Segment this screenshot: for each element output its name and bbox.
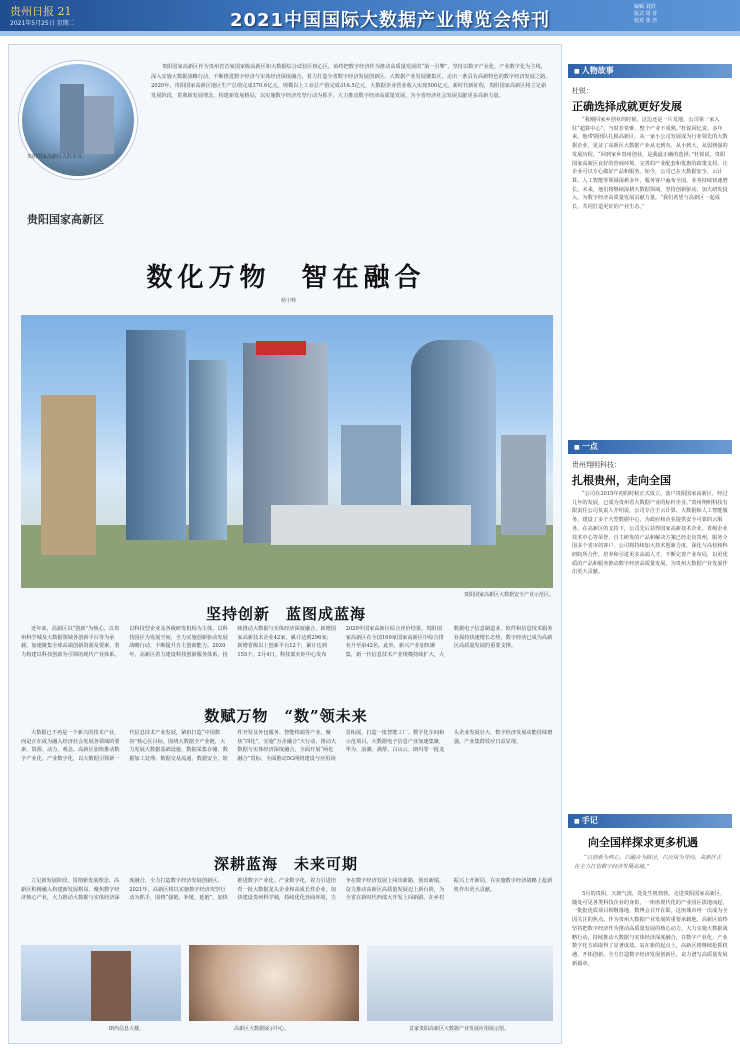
photo-podium [271,505,471,545]
notes-title: 向全国样探求更多机遇 [588,836,698,849]
profile-name: 贵州翔明科技： [572,461,621,469]
profile-body: “我刚回家乡创业的时候，这边还是一片荒地，公司第一家入驻“超算中心”，当时非常难，整个产业不成熟。”杜锐回忆说。多年来，他带领团队扎根高新区，从一家小公司发展成为行业领先的大数据企业，见证了高新区大数据产业从无到有、从小到大、从弱到强的发展历程。“回到家乡贵州创业，是我最正确的选择。”杜锐说，贵阳国家高新区良好的营商环境、完善的产业配套和优惠的政策支持，让企业可以专心做好产品和服务。如今，公司已在大数据安全、云计算、人工智能等领域深耕多年，服务客户遍布全国，业务持续快速增长。未来，他们将继续深耕大数据领域，坚持创新驱动，加大研发投入，为数字经济高质量发展贡献力量。“我们希望与高新区一起成长，共同打造更好的产业生态。” [572,117,728,211]
lead-photo [19,61,137,179]
notes-quote: “以创新为核心，以融合为路径，以应用为导向，高新区正在全力打造数字经济发展高地。” [574,855,722,870]
editor-credit: 编辑 刘洪 [634,4,656,10]
section-body: 近年来，高新区以“创新”为核心，以贵州科学城及大数据领域各创新平台等为承载，加速聚集全球高端创新资源及要素，着力构建以科技创新为引领的现代产业体系。以科技型企业及各级研发机构为主体，以科技园区为发展空间，全力实施创新驱动发展战略行动，不断提升自主创新能力。2020年，高新区着力建设科技创新服务体系，持续推动大数据与实体经济深度融合，新增国家高新技术企业42家，累计达到296家；新增省级以上创新平台12个，累计达到155个。2月4日，科技部火炬中心发布2020年国家高新区综合评价结果，贵阳国家高新区在全国169家国家高新区中综合排名升至第42名。此外，新兴产业加快聚集，新一代信息技术产业规模持续扩大，大数据电子信息制造业、软件和信息技术服务业保持快速增长态势，数字经济已成为高新区高质量发展的重要支撑。 [21,626,553,659]
photo-building [501,435,546,535]
section-body: 大数据已不再是一个新兴的技术产业，而是正在成为融入经济社会发展各领域的要素、资源、动力、观念。高新区加快推动数字产业化、产业数字化，以大数据引领新一代信息技术产业发展，紧扣打造“中国数谷”核心区目标，围绕大数据全产业链，大力发展大数据基础设施、数据采集存储、数据加工处理、数据交易流通、数据安全、软件开发及外包服务、智能终端等产业。聚焦“四化”，实施“万企融合”大行动，推动大数据与实体经济深度融合，全面开展“两化融合”贯标，全面推动5G网络建设与应用场景拓展，打造一批智能工厂、数字化车间和示范项目。大数据电子信息产业加速集聚，华为、浪潮、满帮、白山云、朗玛等一批龙头企业发展壮大，数字经济发展动能持续增强，产业集群效应日益显现。 [21,730,553,763]
main-article [8,44,562,1044]
article-headline: 数化万物 智在融合 [146,263,426,293]
article-author: 杨宇峰 [281,298,297,304]
editor-credits [634,4,730,25]
sidebar-column [568,44,732,1044]
bottom-photo [21,945,181,1021]
section-title: 坚持创新 蓝图成蓝海 [205,605,366,623]
header-stripe [0,31,740,36]
profile-title: 扎根贵州，走向全国 [572,474,671,487]
special-issue-title: 2021中国国际大数据产业博览会特刊 [229,10,551,31]
hero-caption: 贵阳国家高新区大数据安全产业示范区。 [464,592,555,598]
bottom-photo [367,945,553,1021]
page-header [0,0,740,36]
lead-photo-caption: 贵阳国家高新区入驻企业。 [27,154,88,160]
bottom-photo [189,945,359,1021]
photo-building [91,951,131,1021]
notes-body: 5月的贵阳，天朗气清，处处生机勃勃。走进贵阳国家高新区，随处可见各类科技企业的身影，一座座现代化的产业园区拔地而起，一批批优质项目相继落地。数博会召开在即，这座城市再一次成为全国关注的焦点。作为贵州大数据产业发展的重要承载地，高新区始终坚持把数字经济作为推动高质量发展的核心动力，大力实施大数据战略行动，持续推动大数据与实体经济深度融合，在数字产业化、产业数字化方面取得了显著成效。站在新的起点上，高新区将继续抢抓机遇、开拓创新，全力打造数字经济发展创新区，奋力谱写高质量发展新篇章。 [572,891,728,967]
photo-caption: 高新区大数据展示中心。 [234,1026,290,1032]
photo-building [60,84,84,154]
hero-photo [21,315,553,588]
lead-paragraph: 贵阳国家高新区作为贵州省首家国家级高新区和大数据综合试验区核心区，始终把数字经济作为推动高质量发展的“第一引擎”，坚持以数字产业化、产业数字化为主线，深入实施大数据战略行动，不断推进数字经济与实体经济深度融合，着力打造全省数字经济发展创新区、大数据产业发展聚集区，走出一条具有高新特色的数字经济发展之路。2020年，贵阳国家高新区地区生产总值完成370.6亿元，规模以上工业总产值完成316.5亿元，大数据企业营业收入实现500亿元。新时代新征程，贵阳国家高新区将立足新发展阶段，贯彻新发展理念，构建新发展格局，以实施数字经济攻坚行动为抓手，大力推动数字经济高质量发展，为全省经济社会发展贡献更多高新力量。 [151,64,551,99]
profile-body: “公司在2015年初的时候正式成立，落户贵阳国家高新区，经过几年的发展，已成为贵州省大数据产业的标杆企业。”贵州翔明科技有限责任公司负责人介绍说。公司专注于云计算、大数据和人工智能服务，建设了多个大型数据中心，为政府和企业提供安全可靠的云服务。在高新区的支持下，公司先后获得国家高新技术企业、省级企业技术中心等荣誉，自主研发的产品和解决方案已经走出贵州，服务全国多个省市的客户。公司将持续加大技术创新力度，深化与高校和科研院所合作，培养和引进更多高端人才，不断完善产业布局，以更优质的产品和服务推动数字经济高质量发展，为贵州大数据产业发展作出更大贡献。 [572,491,728,576]
photo-building [189,360,227,540]
section-title: 数赋万物 “数”领未来 [204,707,368,725]
photo-caption: 朗玛信息大楼。 [109,1026,145,1032]
photo-building [126,330,186,540]
layout-credit: 版式 周 青 [634,11,658,17]
photo-building [41,395,96,555]
profile-title: 正确选择成就更好发展 [572,100,682,113]
profile-name: 杜锐： [572,87,593,95]
section-body: 立足新发展阶段，贯彻新发展理念，高新区积极融入构建新发展格局，聚焦数字经济核心产业，大力推动大数据与实体经济深度融合，全力打造数字经济发展创新区。2021年，高新区将以实施数字经济攻坚行动为抓手，围绕“强链、补链、延链”，加快推进数字产业化、产业数字化，着力引进培育一批大数据龙头企业和高成长性企业，加快建设贵州科学城，持续优化营商环境，力争在数字经济发展上闯出新路、创出新绩，奋力推动高新区高质量发展迈上新台阶，为全省在新时代西部大开发上闯新路、在乡村振兴上开新局、在实施数字经济战略上抢新机作出更大贡献。 [21,878,553,902]
article-kicker: 贵阳国家高新区 [27,213,104,226]
sidebar-section-tab: ■ 人物故事 [568,64,732,78]
sidebar-section-tab: ■ 一点 [568,440,732,454]
section-title: 深耕蓝海 未来可期 [213,855,358,873]
photo-caption: 首家贵阳高新区大数据产业发展应用展示馆。 [409,1026,510,1032]
proofreader-credit: 校对 张 杰 [634,18,658,24]
newspaper-logo: 贵州日报 21 [10,5,72,18]
photo-sign [256,341,306,355]
photo-building [84,96,114,154]
issue-date: 2021年5月25日 星期二 [10,20,75,27]
lead-block [19,53,554,183]
sidebar-section-tab: ■ 手记 [568,814,732,828]
